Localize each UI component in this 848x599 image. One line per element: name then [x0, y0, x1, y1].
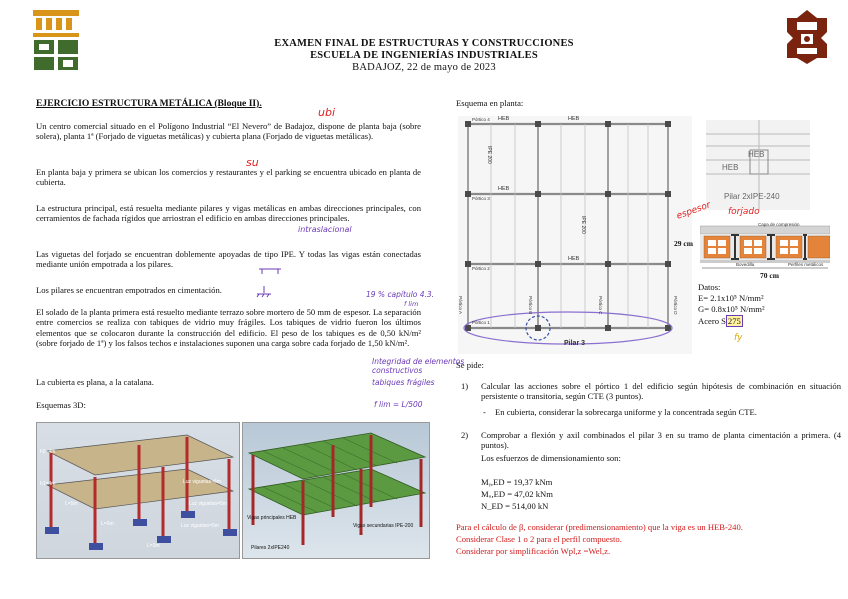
moment-z: Mᵤ,ED = 47,02 kNm — [481, 489, 553, 499]
plan-label-portico-v: Pórtico A — [458, 296, 463, 315]
support-sketch-icon — [256, 285, 272, 297]
school-name: ESCUELA DE INGENIERÍAS INDUSTRIALES — [310, 50, 538, 61]
annotation-flim-2: f lim = L/500 — [374, 400, 423, 409]
dim-height-label: 29 cm — [674, 239, 693, 248]
q1-bullet: - — [483, 407, 486, 417]
data-title: Datos: — [698, 282, 721, 292]
render-label: Pilares 2xIPE240 — [251, 545, 290, 551]
render-label: L=6m — [101, 521, 114, 527]
plan-label-portico-v: Pórtico C — [598, 296, 603, 315]
annotation-su: su — [246, 156, 259, 169]
plan-label-ipe: IPE 200 — [580, 216, 586, 234]
pilar-3-label: Pilar 3 — [564, 340, 586, 347]
render-3d-dimensions — [36, 422, 240, 559]
data-g: G= 0.8x10⁵ N/mm² — [698, 304, 765, 314]
q1-number: 1) — [461, 381, 469, 391]
plan-label-heb: HEB — [568, 116, 580, 122]
schemes-3d-label: Esquemas 3D: — [36, 400, 86, 410]
render-label: Luz viguetas=6m — [183, 479, 221, 485]
paragraph-6: El solado de la planta primera está resuelto mediante terrazo sobre mortero de 50 mm de espesor. La separación entre comercios se realiza con tabiques de vidrio muy frágiles. Los tabiques de vidrio fueron los últimos elementos que se colocaron durante la construcción del edificio. El peso de los tabiques es de 0,50 kN/m² (sobre forjado de 1ª) y los falsos techos e instalaciones suponen una carga sobre cada forjado de 1,50 kN/m². — [36, 307, 421, 349]
plan-label-portico-v: Pórtico B — [528, 296, 533, 315]
render-label: h2=4m — [40, 449, 56, 455]
slab-capa-label: Capa de compresión — [758, 222, 800, 227]
annotation-forjado: forjado — [728, 207, 760, 217]
annotation-figure: 19 % capítulo 4.3. — [366, 290, 435, 299]
slab-section-diagram — [700, 222, 830, 272]
axial-force: N_ED = 514,00 kN — [481, 501, 549, 511]
plan-label-portico: Pórtico 2 — [472, 266, 490, 271]
annotation-espesor: espesor — [675, 200, 713, 222]
plan-title: Esquema en planta: — [456, 98, 524, 108]
render-label: Vigas principales HEB — [247, 515, 297, 521]
detail-heb-2: HEB — [722, 163, 739, 172]
plan-label-portico: Pórtico 3 — [472, 196, 490, 201]
data-e: E= 2.1x10⁵ N/mm² — [698, 293, 764, 303]
exam-date: BADAJOZ, 22 de mayo de 2023 — [352, 62, 496, 73]
render-label: L=5m — [65, 501, 78, 507]
plan-label-heb: HEB — [568, 256, 580, 262]
detail-pilar: Pilar 2xIPE-240 — [724, 192, 780, 201]
plan-label-heb: HEB — [498, 116, 510, 122]
annotation-tabiques: tabiques frágiles — [372, 378, 435, 387]
paragraph-2: En planta baja y primera se ubican los comercios y restaurantes y el parking se encuentra ubicado en planta de cubierta. — [36, 167, 421, 188]
beam-sketch-icon — [258, 262, 282, 272]
annotation-fy: fy — [734, 333, 743, 343]
slab-bovedilla-label: Bovedilla — [736, 262, 755, 267]
render-label: L=3m — [147, 543, 160, 549]
questions-intro: Se pide: — [456, 360, 484, 370]
note-class: Considerar Clase 1 o 2 para el perfil compuesto. — [456, 534, 622, 544]
annotation-integridad: Integridad de elementos constructivos — [372, 357, 465, 375]
exercise-title: EJERCICIO ESTRUCTURA METÁLICA (Bloque II). — [36, 98, 262, 109]
plan-label-portico: Pórtico 4 — [472, 117, 490, 122]
annotation-ubi: ubi — [318, 106, 336, 119]
render-3d-structure — [242, 422, 430, 559]
detail-heb-1: HEB — [748, 150, 765, 159]
moment-y: Mᵧ,ED = 19,37 kNm — [481, 477, 553, 487]
data-acero-value: 275 — [727, 316, 741, 326]
plan-view-diagram — [458, 116, 692, 354]
note-beta: Para el cálculo de β, considerar (predimensionamiento) que la viga es un HEB-240. — [456, 522, 743, 532]
q2-text: Comprobar a flexión y axil combinados el pilar 3 en su tramo de planta cimentación a primera. (4 puntos). — [481, 430, 841, 451]
q1-text: Calcular las acciones sobre el pórtico 1 del edificio según hipótesis de combinación en situación persistente o transitoria, según CTE (3 puntos). — [481, 381, 841, 402]
q2-number: 2) — [461, 430, 469, 440]
render-label: Luz viguetas=5m — [189, 501, 227, 507]
annotation-intraslacional: intraslacional — [298, 225, 352, 234]
dim-width-label: 70 cm — [760, 271, 779, 280]
column-detail-diagram — [706, 120, 810, 210]
plan-label-portico-v: Pórtico D — [673, 296, 678, 315]
paragraph-3: La estructura principal, está resuelta mediante pilares y vigas metálicas en ambas direcciones principales, con cerramientos de fachada rígidos que arriostran el edificio en ambas direcciones principales. — [36, 203, 421, 224]
annotation-flim-1: f lim — [404, 300, 419, 308]
q1-sub: En cubierta, considerar la sobrecarga uniforme y la concentrada según CTE. — [495, 407, 757, 417]
render-label: Vigas secundarias IPE-200 — [353, 523, 414, 529]
slab-perfiles-label: Perfiles metálicos — [788, 262, 824, 267]
plan-label-portico: Pórtico 1 — [472, 320, 490, 325]
note-wpl: Considerar por simplificación Wpl,z =Wel,z. — [456, 546, 611, 556]
data-acero — [698, 316, 743, 326]
q2-forces-label: Los esfuerzos de dimensionamiento son: — [481, 453, 621, 463]
data-acero-label: Acero S — [698, 316, 726, 326]
paragraph-1: Un centro comercial situado en el Polígono Industrial “El Nevero” de Badajoz, dispone de planta baja (sobre solera), planta 1ª (Forjado de viguetas metálicas) y cubierta plana (Forjado de viguetas metálicas). — [36, 121, 421, 142]
render-label: h1=4m — [40, 481, 56, 487]
paragraph-7: La cubierta es plana, a la catalana. — [36, 377, 154, 387]
render-label: Luz viguetas=5m — [181, 523, 219, 529]
plan-label-heb: HEB — [498, 186, 510, 192]
plan-label-ipe: IPE 200 — [486, 146, 492, 164]
paragraph-4: Las viguetas del forjado se encuentran doblemente apoyadas de tipo IPE. Y todas las vigas están conectadas mediante unión empotrada a los pilares. — [36, 249, 421, 270]
exam-title: EXAMEN FINAL DE ESTRUCTURAS Y CONSTRUCCIONES — [274, 38, 574, 49]
paragraph-5: Los pilares se encuentran empotrados en cimentación. — [36, 285, 222, 295]
